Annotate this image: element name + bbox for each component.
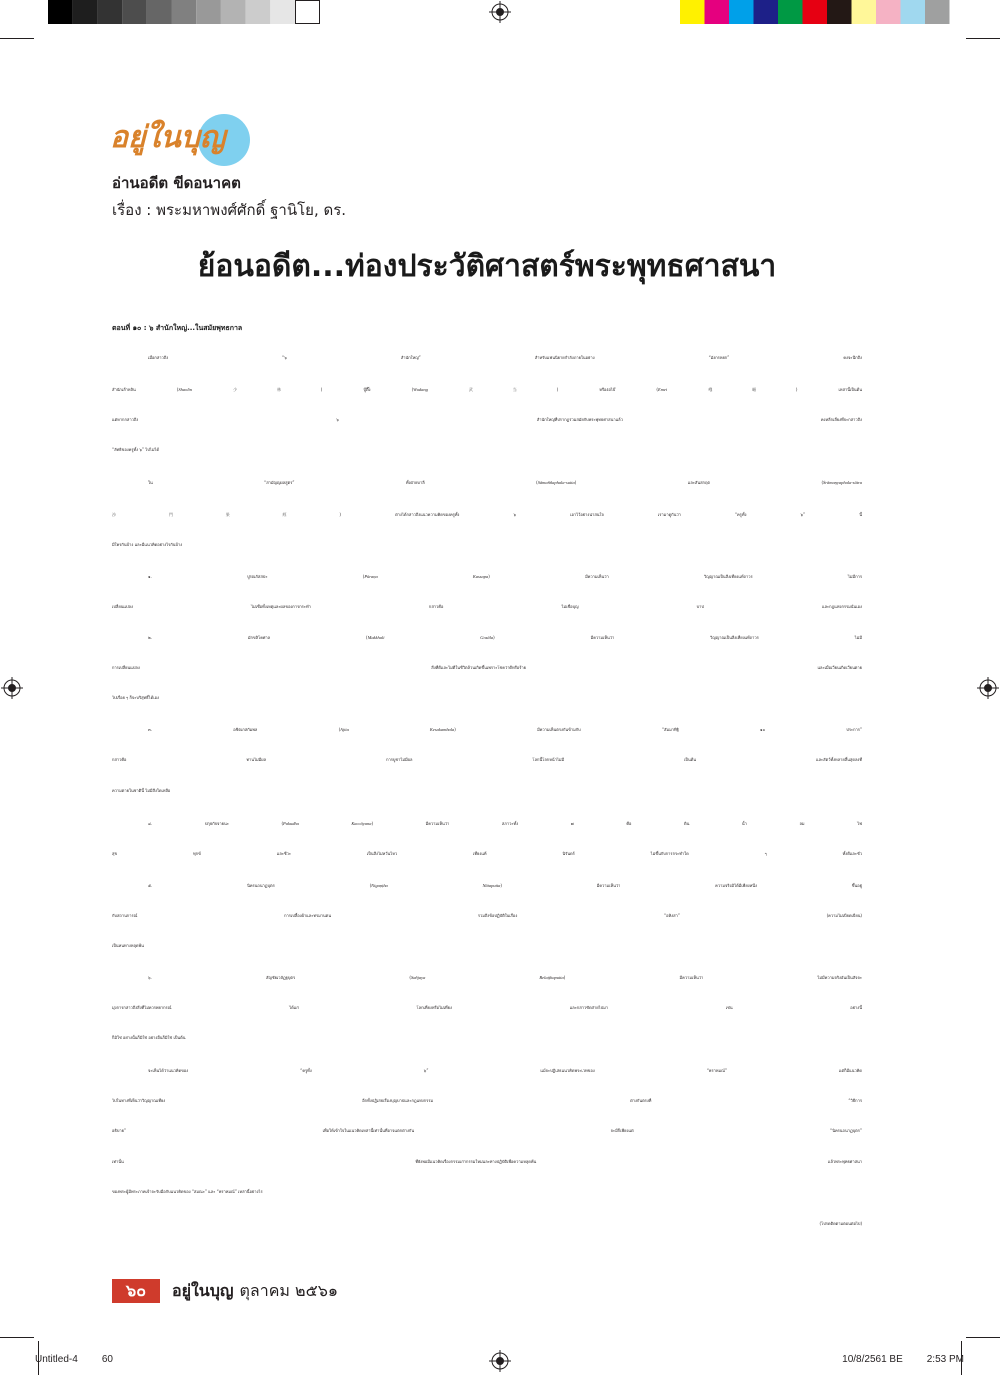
pali-term: Nigaṇṭha Nātaputta <box>371 883 501 888</box>
text-run: จะเห็นได้ว่าแนวคิดของ “ครูทั้ง ๖” แม้จะปฏิเสธแนวคิดพระเวทของ “พราหมณ์” แต่ก็มีแนวคิด <box>148 1068 862 1073</box>
text-run: “ลัทธิของครูทั้ง ๖” ไปไม่ได้ <box>112 447 160 452</box>
text-run: ๓. อชิตเกสกัมพล ( <box>148 727 341 732</box>
text-run: ) มีความเห็นว่า ความจริงมิได้มีเพียงหนึ่ง ขึ้นอยู่ <box>500 883 862 888</box>
color-swatch <box>48 0 73 24</box>
text-run: ) มีความเห็นว่า สภาวะทั้ง ๗ คือ ดิน น้ำ ลม ไฟ <box>371 821 862 826</box>
body-line <box>148 809 862 839</box>
registration-mark-left <box>1 677 23 699</box>
text-run: ความตายในชาตินี้ ไม่มีสิ่งใดเหลือ <box>112 788 171 793</box>
body-line <box>148 715 862 745</box>
print-slug-right <box>842 1353 964 1367</box>
pali-term: Sañjaya Belaṭṭhaputta <box>410 975 564 980</box>
text-run: ไปเรื่อย ๆ ก็จะบริสุทธิ์ได้เอง <box>112 695 159 700</box>
body-line <box>112 1177 862 1207</box>
text-run: เมื่อกล่าวถึง “๖ สำนักใหญ่” สำหรับแฟนนิยายกำลังภายในอย่าง “มังกรหยก” คงจะนึกถึง <box>148 355 862 360</box>
color-swatch <box>925 0 950 24</box>
text-run: ) บู๊ตึ๊ง ( <box>320 387 414 392</box>
footer-issue-date: ตุลาคม ๒๕๖๑ <box>239 1281 339 1300</box>
text-run: (โปรดติดตามตอนต่อไป) <box>819 1221 862 1226</box>
sanskrit-term: Śrāmaṇyaphala-sūtra <box>823 480 862 485</box>
text-run: ) หรือง่อไบ๊ ( <box>556 387 658 392</box>
color-swatch <box>246 0 271 24</box>
process-color-bar <box>680 0 950 24</box>
body-line <box>112 901 862 931</box>
body-line <box>112 1147 862 1177</box>
body-line <box>148 468 862 498</box>
text-run: ๔. ปกุธกัจจายนะ ( <box>148 821 284 826</box>
body-line <box>148 963 862 993</box>
color-swatch <box>147 0 172 24</box>
body-line <box>112 500 862 530</box>
text-run: เปลี่ยนแปลง ไม่เชื่อทั้งเหตุและผลของการกระทำ กล่าวคือ ไม่เชื่อบุญ บาป และกฎแห่งกรรมนั่นเอง <box>112 604 862 609</box>
color-swatch <box>778 0 803 24</box>
text-run: เท่านั้น ที่ยังพอมีแนวคิดเรื่องกรรมเก่ากรรมใหม่และทางปฏิบัติเพื่อความหลุดพ้น แล้วพระพุทธศาสนา <box>112 1159 862 1164</box>
body-line <box>112 1023 862 1053</box>
text-run: มุ่งการกล่าวถึงสิ่งที่ไม่ควรพยากรณ์ ได้แก่ โลกเที่ยงหรือไม่เที่ยง และกล่าวซัดส่ายไปมา เช่น อย่างนี้ <box>112 1005 862 1010</box>
color-swatch <box>122 0 147 24</box>
romanized-term: Emei <box>657 387 668 392</box>
body-line <box>112 776 862 806</box>
chinese-term: 武当 <box>427 387 557 392</box>
text-run: ) และสันสกฤต ( <box>574 480 824 485</box>
body-line <box>112 993 862 1023</box>
color-swatch <box>296 1 320 24</box>
text-run: ๑. ปูรณกัสสปะ ( <box>148 574 365 579</box>
romanized-term: Shaolin <box>178 387 193 392</box>
text-run: ๒. มักขลิโคศาล ( <box>148 635 368 640</box>
registration-mark-right <box>977 677 999 699</box>
footer-issue-line <box>172 1279 338 1303</box>
body-line <box>148 871 862 901</box>
print-slug-left <box>35 1353 113 1367</box>
body-line <box>148 623 862 653</box>
slug-time: 2:53 PM <box>926 1354 964 1365</box>
chinese-term: 峨嵋 <box>667 387 796 392</box>
text-run: ก็มิใช่ อย่างนั้นก็มิใช่ อย่างอื่นก็มิใช่ เป็นต้น <box>112 1035 186 1040</box>
body-line <box>112 1116 862 1146</box>
registration-mark-bottom <box>489 1350 511 1372</box>
pali-term: Makkhali Gosāla <box>367 635 494 640</box>
grayscale-bar <box>48 0 320 24</box>
text-run: การเปลี่ยนแปลง สิ่งที่ดีและไม่ดีในชีวิตล้วนเกิดขึ้นเพราะโชคว่าดีหรือร้าย และเมื่อเวียนเกิดเวียนตาย <box>112 665 862 670</box>
body-line <box>112 931 862 961</box>
text-run: ) มีความเห็นว่า ไม่มีความจริงอันเป็นสัจจะ <box>563 975 862 980</box>
color-swatch <box>680 0 705 24</box>
color-swatch <box>754 0 779 24</box>
text-run: อธิบาย” เพื่อให้เข้าใจในแนวคิดเหล่านี้เท่านั้นที่อาจแตกต่างกัน จะมีก็เพียงแต่ “นิครนถนาฏบุตร” <box>112 1128 862 1133</box>
episode-title: ตอนที่ ๑๐ : ๖ สำนักใหญ่...ในสมัยพุทธกาล <box>112 324 243 332</box>
color-swatch <box>73 0 98 24</box>
text-run: ) มีความเห็นว่า วิญญาณเป็นสิ่งเที่ยงแท้ถาวร ไม่มีการ <box>488 574 862 579</box>
body-line <box>112 1086 862 1116</box>
text-run: ไปในทางที่เห็นว่าวิญญาณเที่ยง อีกทั้งปฏิเสธเรื่องบุญบาปและกฎแห่งกรรม ต่างกันตรงที่ “วิธีการ <box>112 1098 862 1103</box>
text-run: แต่หากกล่าวถึง ๖ สำนักใหญ่ที่ปรากฏร่วมสมัยกับพระพุทธศาสนาแล้ว คงหลีกเลี่ยงที่จะกล่าวถึง <box>112 417 862 422</box>
color-swatch <box>729 0 754 24</box>
color-swatch <box>901 0 926 24</box>
body-line <box>148 343 862 373</box>
registration-mark-top <box>489 1 511 23</box>
text-run: สุข ทุกข์ และชีวะ เป็นสิ่งไม่หวั่นไหว เที่ยงแท้ นิรันดร์ ไม่ขึ้นกับการกระทำใด ๆ ทั้งดีและชั่ว <box>112 851 862 856</box>
to-be-continued <box>112 1209 862 1239</box>
color-swatch <box>97 0 122 24</box>
pali-term: Pūraṇa Kassapa <box>364 574 489 579</box>
color-swatch <box>876 0 901 24</box>
color-swatch <box>827 0 852 24</box>
text-run: ของพระผู้มีพระภาคเจ้าจะรับมือกับแนวคิดของ “สมณะ” และ “พราหมณ์” เหล่านี้อย่างไร <box>112 1189 263 1194</box>
text-run: ) เหล่านี้เป็นต้น <box>795 387 862 392</box>
column-name: อ่านอดีต ขีดอนาคต <box>112 174 241 192</box>
romanized-term: Wudang <box>413 387 428 392</box>
body-line <box>112 839 862 869</box>
body-line <box>112 745 862 775</box>
text-run: กับสถานการณ์ การเปลื้องผ้าและทรมานตน รวมถึงข้อปฏิบัติในเรื่อง “อหิงสา” (ความไม่เบียดเบียน) <box>112 913 862 918</box>
color-swatch <box>270 0 295 24</box>
body-line <box>112 592 862 622</box>
body-line <box>112 375 862 405</box>
body-line <box>112 530 862 560</box>
body-line <box>112 683 862 713</box>
text-run: สำนักเส้าหลิน ( <box>112 387 179 392</box>
footer-magazine-name: อยู่ในบุญ <box>172 1281 234 1300</box>
text-run: เป็นหนทางหลุดพ้น <box>112 943 144 948</box>
body-line <box>112 435 862 465</box>
body-line <box>148 562 862 592</box>
text-run: มีใครกันบ้าง และมีแนวคิดอย่างไรกันบ้าง <box>112 542 183 547</box>
chinese-term: 沙門果經 <box>112 512 340 517</box>
text-run: ๕. นิครนถนาฏบุตร ( <box>148 883 372 888</box>
headline: ย้อนอดีต...ท่องประวัติศาสตร์พระพุทธศาสนา <box>197 249 777 284</box>
slug-page: 60 <box>101 1354 113 1365</box>
color-swatch <box>196 0 221 24</box>
slug-file: Untitled-4 <box>35 1354 78 1365</box>
text-run: ๖. สัญชัยเวลัฏฐบุตร ( <box>148 975 411 980</box>
text-run: ใน “สามัญญผลสูตร” ทั้งฝ่ายบาลี ( <box>148 480 538 485</box>
pali-term: Ajita Kesakambala <box>340 727 455 732</box>
chinese-term: 少林 <box>192 387 321 392</box>
color-swatch <box>221 0 246 24</box>
body-line <box>112 405 862 435</box>
text-run: ) มีความเห็นว่า วิญญาณเป็นสิ่งเที่ยงแท้ถาวร ไม่มี <box>493 635 862 640</box>
text-run: ) มีความเห็นตรงกันข้ามกับ “สัมมาทิฐิ ๑๐ ประการ” <box>454 727 862 732</box>
color-swatch <box>705 0 730 24</box>
pali-term: Pakudha Kaccāyana <box>283 821 372 826</box>
magazine-logo: อยู่ในบุญ <box>110 120 226 155</box>
color-swatch <box>172 0 197 24</box>
slug-date: 10/8/2561 BE <box>842 1354 903 1365</box>
color-swatch <box>852 0 877 24</box>
body-line <box>112 653 862 683</box>
color-swatch <box>803 0 828 24</box>
pali-term: Sāmaññaphala-sutta <box>537 480 575 485</box>
text-run: กล่าวคือ ทานไม่มีผล การบูชาไม่มีผล โลกนี้โลกหน้าไม่มี เป็นต้น และสัตว์ทั้งหลายสิ้นสุดลงที่ <box>112 757 862 762</box>
page-number-badge: ๖๐ <box>112 1279 160 1303</box>
byline: เรื่อง : พระมหาพงศ์ศักดิ์ ฐานิโย, ดร. <box>112 201 347 219</box>
text-run: ) ต่างได้กล่าวถึงแนวความคิดของครูทั้ง ๖ เอาไว้อย่างน่าสนใจ เรามาดูกันว่า “ครูทั้ง ๖” นี้ <box>339 512 862 517</box>
body-line <box>148 1056 862 1086</box>
